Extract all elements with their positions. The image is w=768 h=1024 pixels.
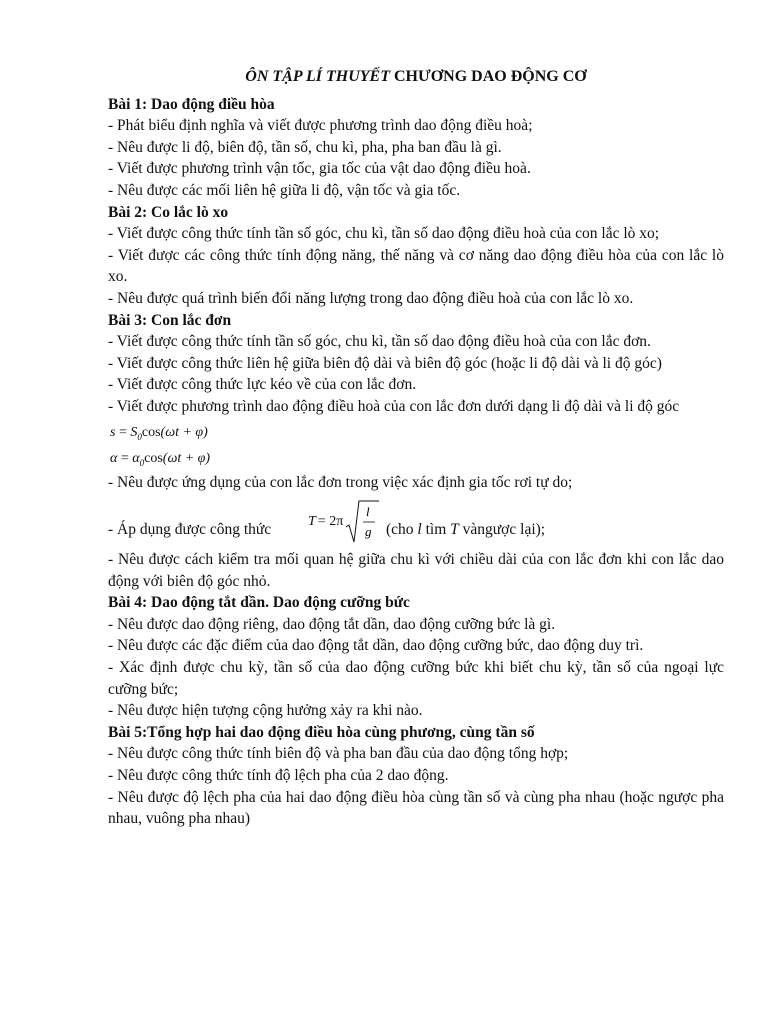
- formula-amplitude: α: [132, 450, 140, 466]
- period-formula-line: [108, 499, 724, 549]
- period-T: T: [308, 514, 316, 530]
- formula-function: cos: [144, 450, 163, 466]
- tail-a: (cho: [386, 521, 418, 539]
- section-1-item: - Nêu được các mối liên hệ giữa li độ, vận tốc và gia tốc.: [108, 181, 461, 199]
- period-lead-text: - Áp dụng được công thức: [108, 521, 272, 539]
- section-3-item: - Viết được công thức tính tần số góc, chu kì, tần số dao động điều hoà của con lắc đơn.: [108, 333, 651, 351]
- formula-argument: (ωt + φ): [160, 424, 208, 440]
- tail-T: T: [450, 521, 459, 539]
- section-5-heading: Bài 5:Tổng hợp hai dao động điều hòa cùng phương, cùng tần số: [108, 723, 535, 741]
- formula-subscript: 0: [137, 431, 142, 442]
- section-2-item: - Viết được công thức tính tần số góc, chu kì, tần số dao động điều hoà của con lắc lò xo;: [108, 225, 660, 243]
- formula-function: cos: [141, 424, 161, 440]
- tail-l: l: [417, 521, 422, 539]
- section-3-heading: Bài 3: Con lắc đơn: [108, 311, 232, 329]
- tail-c: vàngược lại);: [458, 521, 546, 539]
- section-3-item: - Nêu được ứng dụng của con lắc đơn trong việc xác định gia tốc rơi tự do;: [108, 473, 573, 491]
- page-title: [108, 66, 724, 88]
- title-part-italic: ÔN TẬP LÍ THUYẾT: [245, 68, 390, 85]
- sqrt-fraction-icon: [345, 499, 379, 545]
- formula-angular-displacement: [110, 448, 724, 470]
- section-4-heading: Bài 4: Dao động tắt dần. Dao động cưỡng bức: [108, 594, 410, 612]
- section-1-item: - Viết được phương trình vận tốc, gia tốc của vật dao động điều hoà.: [108, 160, 531, 178]
- period-formula: [308, 499, 379, 545]
- section-2-item: - Nêu được quá trình biến đổi năng lượng trong dao động điều hoà của con lắc lò xo.: [108, 289, 634, 307]
- section-5-item: - Nêu được công thức tính độ lệch pha của 2 dao động.: [108, 767, 449, 785]
- formula-equals: =: [117, 450, 133, 466]
- section-4-item: - Nêu được các đặc điểm của dao động tắt dần, dao động cưỡng bức, dao động duy trì.: [108, 637, 644, 655]
- formula-lhs: s: [110, 424, 116, 440]
- section-2-heading: Bài 2: Co lắc lò xo: [108, 203, 229, 221]
- formula-argument: (ωt + φ): [162, 450, 211, 466]
- formula-linear-displacement: [110, 422, 724, 444]
- formula-lhs: α: [110, 450, 118, 466]
- section-4-item: - Nêu được dao động riêng, dao động tắt dần, dao động cưỡng bức là gì.: [108, 615, 556, 633]
- section-3-item: - Viết được phương trình dao động điều hoà của con lắc đơn dưới dạng li độ dài và li độ góc: [108, 397, 680, 415]
- fraction-denominator: g: [365, 524, 372, 540]
- section-1-item: - Phát biểu định nghĩa và viết được phương trình dao động điều hoà;: [108, 117, 533, 135]
- section-4-item: - Xác định được chu kỳ, tần số của dao động cưỡng bức khi biết chu kỳ, tần số của ngoại lực cưỡng bức;: [108, 659, 724, 698]
- section-1-item: - Nêu được li độ, biên độ, tần số, chu kì, pha, pha ban đầu là gì.: [108, 138, 502, 156]
- formula-equals: =: [115, 424, 131, 440]
- section-5-item: - Nêu được độ lệch pha của hai dao động điều hòa cùng tần số và cùng pha nhau (hoặc ngược pha nhau, vuông pha nhau): [108, 788, 724, 828]
- section-3-item: - Viết được công thức lực kéo về của con lắc đơn.: [108, 376, 417, 394]
- formula-amplitude: S: [130, 424, 138, 440]
- tail-b: tìm: [421, 521, 451, 539]
- period-equals: = 2π: [317, 514, 344, 530]
- section-5-item: - Nêu được công thức tính biên độ và pha ban đầu của dao động tổng hợp;: [108, 745, 569, 763]
- section-1-heading: Bài 1: Dao động điều hòa: [108, 95, 275, 113]
- title-part-regular: CHƯƠNG DAO ĐỘNG CƠ: [390, 68, 587, 85]
- period-tail-text: [386, 519, 545, 541]
- formula-subscript: 0: [139, 457, 145, 468]
- fraction-numerator: l: [366, 504, 370, 520]
- section-4-item: - Nêu được hiện tượng cộng hưởng xảy ra khi nào.: [108, 702, 423, 720]
- section-3-item: - Viết được công thức liên hệ giữa biên độ dài và biên độ góc (hoặc li độ dài và li độ góc): [108, 354, 662, 372]
- section-2-item: - Viết được các công thức tính động năng, thế năng và cơ năng dao động điều hòa của con lắc lò xo.: [108, 246, 724, 286]
- section-3-item: - Nêu được cách kiểm tra mối quan hệ giữa chu kì với chiều dài của con lắc đơn khi con lắc dao động với biên độ góc nhỏ.: [108, 551, 724, 590]
